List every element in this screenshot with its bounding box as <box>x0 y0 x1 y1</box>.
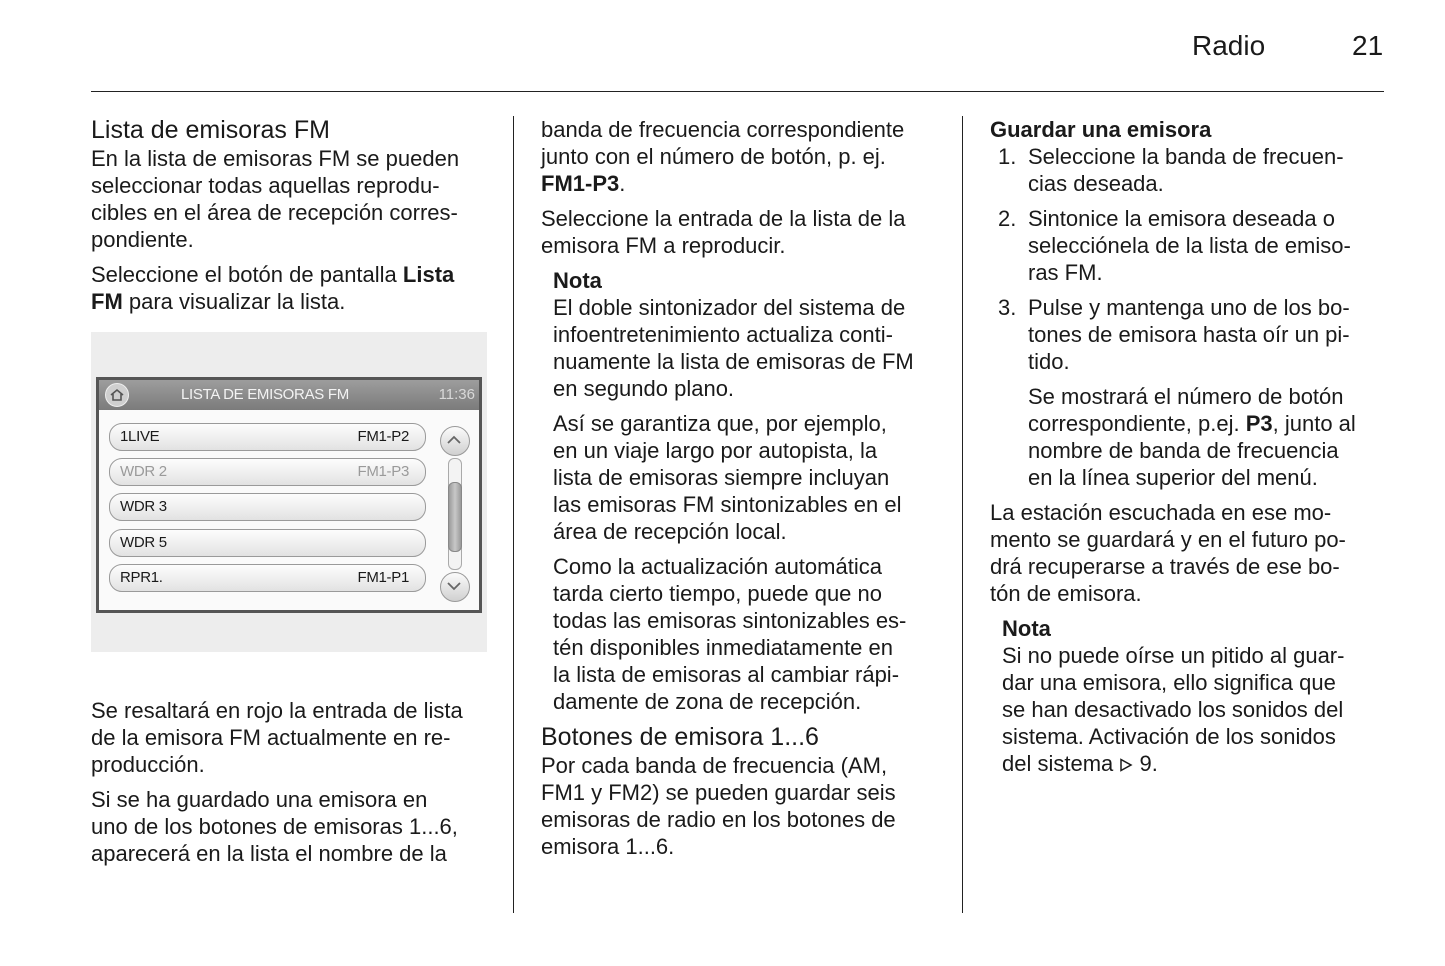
text-line: seleccionar todas aquellas reprodu- <box>91 173 440 198</box>
step-item <box>990 294 1390 375</box>
page-number: 21 <box>1352 30 1384 61</box>
text-line: La estación escuchada en ese mo- <box>990 500 1332 525</box>
text-line: Si no puede oírse un pitido al guar- <box>1002 643 1345 668</box>
note-paragraph <box>1002 642 1390 777</box>
chevron-down-icon <box>446 581 462 591</box>
station-preset: FM1-P1 <box>357 569 409 586</box>
text-run: , junto al <box>1272 411 1356 436</box>
text-line: ras FM. <box>1028 260 1103 285</box>
text-line: emisora FM a reproducir. <box>541 233 786 258</box>
subheading-save-station: Guardar una emisora <box>990 117 1212 142</box>
text-line: selecciónela de la lista de emiso- <box>1028 233 1351 258</box>
station-row[interactable] <box>109 529 426 557</box>
reference-arrow-icon <box>1119 758 1133 772</box>
text-line: en un viaje largo por autopista, la <box>553 438 878 463</box>
station-preset: FM1-P2 <box>357 428 409 445</box>
step-number: 3. <box>998 295 1017 320</box>
text-line: tarda cierto tiempo, puede que no <box>553 581 883 606</box>
paragraph-highlight <box>91 697 491 778</box>
text-line: cias deseada. <box>1028 171 1164 196</box>
step-item <box>990 205 1390 286</box>
note-block <box>1002 615 1390 777</box>
station-name: WDR 3 <box>120 498 167 515</box>
column-2 <box>541 116 941 868</box>
text-line: emisoras de radio en los botones de <box>541 807 896 832</box>
text-line: dar una emisora, ello significa que <box>1002 670 1336 695</box>
text-line: Pulse y mantenga uno de los bo- <box>1028 295 1350 320</box>
heading-station-buttons: Botones de emisora 1...6 <box>541 723 819 751</box>
paragraph-select-entry <box>541 205 941 259</box>
steps-list <box>990 143 1390 375</box>
step-result <box>990 383 1390 491</box>
note-block <box>553 267 941 715</box>
paragraph-intro <box>91 145 491 253</box>
station-name: WDR 2 <box>120 463 167 480</box>
bold-term: P3 <box>1245 411 1273 436</box>
chevron-up-icon <box>446 435 462 445</box>
text-line: Sintonice la emisora deseada o <box>1028 206 1335 231</box>
text-line: aparecerá en la lista el nombre de la <box>91 841 447 866</box>
text-line: En la lista de emisoras FM se pueden <box>91 146 460 171</box>
station-row[interactable] <box>109 423 426 451</box>
paragraph-saved <box>91 786 491 867</box>
note-title: Nota <box>553 268 602 293</box>
text-line: en la línea superior del menú. <box>1028 465 1318 490</box>
station-name: 1LIVE <box>120 428 160 445</box>
station-preset: FM1-P3 <box>357 463 409 480</box>
screen-title: LISTA DE EMISORAS FM <box>181 386 349 403</box>
column-divider-1 <box>513 116 514 913</box>
text-line: Se resaltará en rojo la entrada de lista <box>91 698 463 723</box>
text-line: emisora 1...6. <box>541 834 675 859</box>
text-line: nuamente la lista de emisoras de FM <box>553 349 914 374</box>
text-line: tones de emisora hasta oír un pi- <box>1028 322 1350 347</box>
section-title: Radio <box>1192 30 1266 61</box>
text-line: pondiente. <box>91 227 194 252</box>
header-divider <box>91 91 1384 92</box>
station-name: WDR 5 <box>120 534 167 551</box>
text-line: sistema. Activación de los sonidos <box>1002 724 1336 749</box>
text-line: todas las emisoras sintonizables es- <box>553 608 907 633</box>
paragraph-select-button <box>91 261 491 315</box>
note-paragraph <box>553 410 941 545</box>
note-paragraph <box>553 294 941 402</box>
text-run: correspondiente, p.ej. <box>1028 411 1246 436</box>
text-line: nombre de banda de frecuencia <box>1028 438 1339 463</box>
text-line: mento se guardará y en el futuro po- <box>990 527 1346 552</box>
note-paragraph <box>553 553 941 715</box>
paragraph-stored <box>990 499 1390 607</box>
text-line: junto con el número de botón, p. ej. <box>541 144 886 169</box>
column-divider-2 <box>962 116 963 913</box>
text-line: Seleccione la banda de frecuen- <box>1028 144 1344 169</box>
note-title: Nota <box>1002 616 1051 641</box>
scroll-down-button[interactable] <box>440 572 470 602</box>
text-line: infoentretenimiento actualiza conti- <box>553 322 893 347</box>
display-screen <box>96 377 482 613</box>
text-run: del sistema <box>1002 751 1120 776</box>
text-line: Se mostrará el número de botón <box>1028 384 1344 409</box>
text-line: El doble sintonizador del sistema de <box>553 295 906 320</box>
text-line: lista de emisoras siempre incluyan <box>553 465 890 490</box>
text-line: FM1 y FM2) se pueden guardar seis <box>541 780 896 805</box>
text-line: Así se garantiza que, por ejemplo, <box>553 411 887 436</box>
station-row[interactable] <box>109 493 426 521</box>
step-number: 2. <box>998 206 1017 231</box>
text-line: las emisoras FM sintonizables en el <box>553 492 902 517</box>
bold-term: Lista <box>402 262 455 287</box>
fm-list-screenshot <box>91 332 487 652</box>
paragraph-presets <box>541 752 941 860</box>
text-line: drá recuperarse a través de ese bo- <box>990 554 1340 579</box>
text-line: Seleccione la entrada de la lista de la <box>541 206 906 231</box>
text-line: tón de emisora. <box>990 581 1142 606</box>
column-3 <box>990 116 1390 785</box>
paragraph-band-number <box>541 116 941 197</box>
scroll-up-button[interactable] <box>440 426 470 456</box>
screen-header <box>99 380 479 410</box>
station-row[interactable] <box>109 564 426 592</box>
station-name: RPR1. <box>120 569 163 586</box>
text-line: de la emisora FM actualmente en re- <box>91 725 451 750</box>
text-line: cibles en el área de recepción corres- <box>91 200 458 225</box>
text-line: uno de los botones de emisoras 1...6, <box>91 814 458 839</box>
text-line: Como la actualización automática <box>553 554 882 579</box>
text-line: banda de frecuencia correspondiente <box>541 117 905 142</box>
text-run: para visualizar la lista. <box>122 289 346 314</box>
text-line: se han desactivado los sonidos del <box>1002 697 1344 722</box>
heading-fm-list: Lista de emisoras FM <box>91 116 330 144</box>
page-reference[interactable]: 9. <box>1139 751 1158 776</box>
step-number: 1. <box>998 144 1017 169</box>
scrollbar[interactable] <box>440 426 468 600</box>
text-run: Seleccione el botón de pantalla <box>91 262 403 287</box>
text-run: . <box>619 171 626 196</box>
home-icon[interactable] <box>105 383 129 407</box>
step-item <box>990 143 1390 197</box>
text-line: área de recepción local. <box>553 519 787 544</box>
text-line: la lista de emisoras al cambiar rápi- <box>553 662 900 687</box>
text-line: damente de zona de recepción. <box>553 689 862 714</box>
text-line: producción. <box>91 752 205 777</box>
text-line: en segundo plano. <box>553 376 735 401</box>
text-line: tén disponibles inmediatamente en <box>553 635 894 660</box>
bold-term: FM1-P3 <box>541 171 620 196</box>
screen-clock: 11:36 <box>438 386 475 403</box>
text-line: Si se ha guardado una emisora en <box>91 787 428 812</box>
station-row[interactable] <box>109 458 426 486</box>
scroll-thumb[interactable] <box>448 482 462 552</box>
text-line: tido. <box>1028 349 1070 374</box>
bold-term: FM <box>91 289 123 314</box>
text-line: Por cada banda de frecuencia (AM, <box>541 753 888 778</box>
